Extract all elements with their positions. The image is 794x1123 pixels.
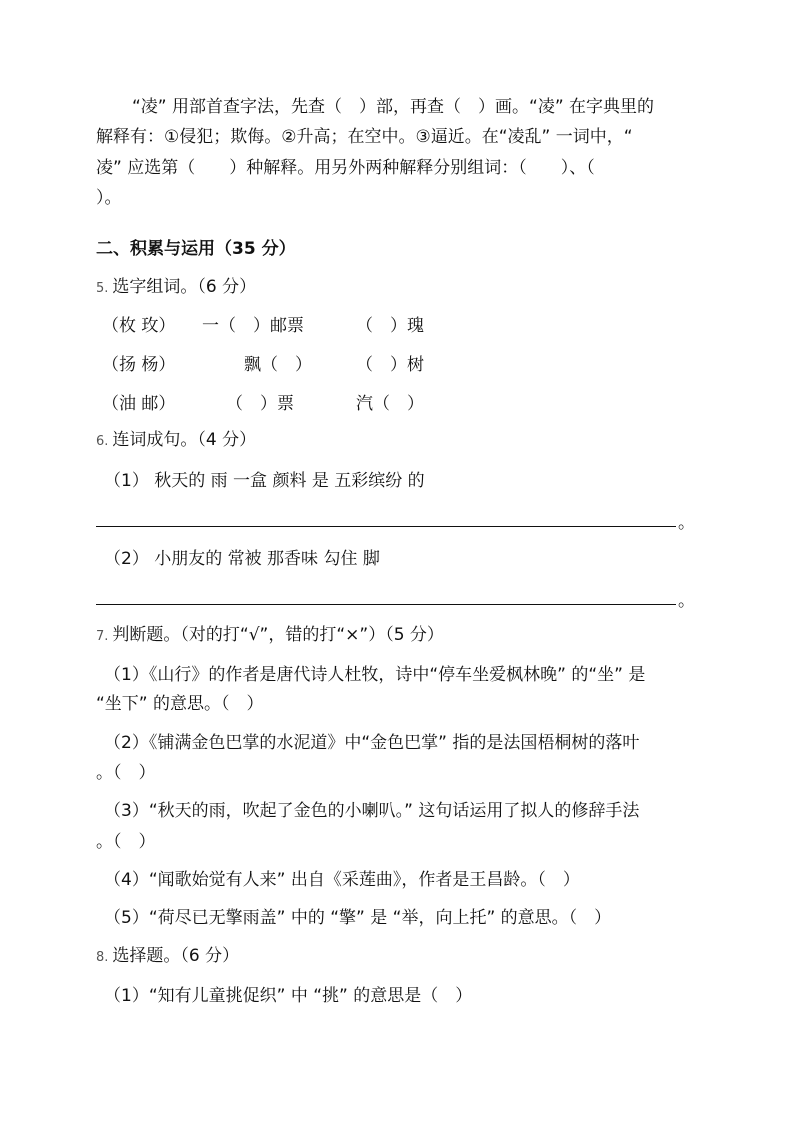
item-text: 秋天的 雨 一盒 颜料 是 五彩缤纷 的 (154, 471, 425, 491)
q7-item-1-line-1: （1）《山行》的作者是唐代诗人杜牧，诗中“停车坐爱枫林晚” 的“坐” 是 (104, 665, 646, 685)
intro-line-3: 凌” 应选第（ ）种解释。用另外两种解释分别组词：（ ）、（ (96, 158, 595, 178)
q7-item-3-line-2: 。（ ） (96, 832, 156, 852)
intro-line-1: “凌” 用部首查字法，先查（ ）部，再查（ ）画。“凌” 在字典里的 (132, 97, 655, 117)
q5-blank-3a: （ ）票 (226, 394, 294, 414)
q6-item-1 (104, 470, 425, 492)
q5-blank-2a: 飘（ ） (244, 355, 312, 375)
q5-blank-3b: 汽（ ） (356, 394, 424, 414)
q8-item-1: （1）“知有儿童挑促织” 中 “挑” 的意思是（ ） (104, 986, 473, 1006)
period-mark: 。 (678, 591, 695, 611)
question-title: 选择题。（6 分） (112, 946, 240, 966)
question-8-title (96, 945, 239, 969)
q5-blank-2b: （ ）树 (356, 355, 424, 375)
q5-group-1: （枚 玫） (102, 316, 176, 336)
q7-item-5: （5）“荷尽已无擎雨盖” 中的 “擎” 是 “举，向上托” 的意思。（ ） (104, 908, 612, 928)
question-number: 5. (96, 281, 109, 296)
question-number: 7. (96, 629, 109, 644)
question-title: 连词成句。（4 分） (112, 430, 257, 450)
answer-line[interactable] (96, 604, 676, 605)
question-number: 6. (96, 434, 109, 449)
period-mark: 。 (678, 513, 695, 533)
intro-line-2: 解释有：①侵犯；欺侮。②升高；在空中。③逼近。在“凌乱” 一词中，“ (96, 127, 633, 147)
intro-line-4: ）。 (96, 188, 122, 208)
q7-item-1-line-2: “坐下” 的意思。（ ） (96, 694, 264, 714)
q5-group-2: （扬 杨） (102, 355, 176, 375)
q7-item-4: （4）“闻歌始觉有人来” 出自《采莲曲》，作者是王昌龄。（ ） (104, 870, 580, 890)
question-7-title (96, 624, 444, 648)
question-number: 8. (96, 950, 109, 965)
question-title: 选字组词。（6 分） (112, 277, 257, 297)
question-6-title (96, 429, 256, 453)
q5-group-3: （油 邮） (102, 394, 176, 414)
question-title: 判断题。（对的打“√”，错的打“×”）（5 分） (112, 625, 444, 645)
item-label: （2） (104, 549, 149, 569)
q5-blank-1b: （ ）瑰 (356, 316, 424, 336)
section-heading: 二、积累与运用（35 分） (96, 239, 296, 259)
item-label: （1） (104, 471, 149, 491)
answer-line[interactable] (96, 526, 676, 527)
q7-item-2-line-2: 。（ ） (96, 763, 156, 783)
item-text: 小朋友的 常被 那香味 勾住 脚 (154, 549, 380, 569)
question-5-title (96, 276, 256, 300)
q6-item-2 (104, 548, 380, 570)
q7-item-3-line-1: （3）“秋天的雨，吹起了金色的小喇叭。” 这句话运用了拟人的修辞手法 (104, 801, 640, 821)
q5-blank-1a: 一（ ）邮票 (202, 316, 304, 336)
q7-item-2-line-1: （2）《铺满金色巴掌的水泥道》中“金色巴掌” 指的是法国梧桐树的落叶 (104, 733, 640, 753)
